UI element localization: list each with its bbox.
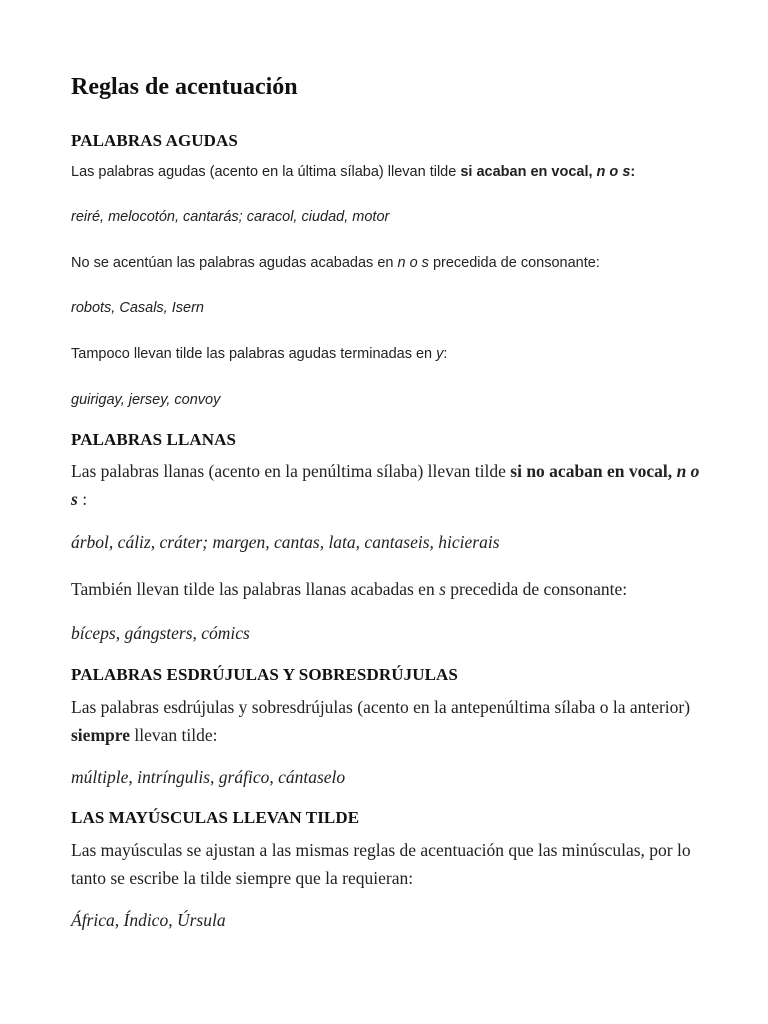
exception-agudas-2-end: :	[443, 346, 448, 362]
rule-llanas	[71, 457, 701, 513]
rule-llanas-bold-italic: n o s	[71, 461, 700, 509]
example-agudas-1: reiré, melocotón, cantarás; caracol, ciudad, motor	[71, 209, 390, 225]
example-agudas-3: guirigay, jersey, convoy	[71, 392, 221, 408]
heading-esdrujulas: PALABRAS ESDRÚJULAS Y SOBRESDRÚJULAS	[71, 665, 458, 684]
exception-agudas-1-text: No se acentúan las palabras agudas acabadas en	[71, 255, 398, 271]
example-llanas-2: bíceps, gángsters, cómics	[71, 623, 250, 643]
extra-llanas-italic: s	[439, 579, 446, 599]
extra-llanas	[71, 575, 701, 603]
page-title: Reglas de acentuación	[71, 74, 298, 100]
heading-llanas: PALABRAS LLANAS	[71, 430, 237, 449]
exception-agudas-1-italic: n o s	[397, 255, 429, 271]
rule-agudas-end: :	[630, 164, 636, 180]
exception-agudas-2-italic: y	[436, 346, 444, 362]
rule-esdrujulas-bold: siempre	[71, 725, 130, 745]
rule-llanas-text: Las palabras llanas (acento en la penúltima sílaba) llevan tilde	[71, 461, 511, 481]
heading-mayusculas: LAS MAYÚSCULAS LLEVAN TILDE	[71, 808, 360, 827]
rule-esdrujulas-end: llevan tilde:	[129, 725, 218, 745]
heading-agudas: PALABRAS AGUDAS	[71, 131, 238, 150]
rule-llanas-end: :	[77, 489, 88, 509]
rule-esdrujulas-text: Las palabras esdrújulas y sobresdrújulas (acento en la antepenúltima sílaba o la anterior)	[71, 697, 691, 717]
rule-esdrujulas	[71, 693, 701, 749]
exception-agudas-2-text: Tampoco llevan tilde las palabras agudas terminadas en	[71, 346, 437, 362]
exception-agudas-1	[71, 255, 600, 271]
example-mayusculas: África, Índico, Úrsula	[71, 910, 226, 930]
rule-agudas-bold: si acaban en vocal,	[460, 164, 597, 180]
extra-llanas-end: precedida de consonante:	[445, 579, 628, 599]
rule-agudas-bold-italic: n o s	[596, 164, 631, 180]
rule-agudas	[71, 164, 635, 180]
exception-agudas-1-end: precedida de consonante:	[428, 255, 600, 271]
example-esdrujulas: múltiple, intríngulis, gráfico, cántaselo	[71, 767, 346, 787]
extra-llanas-text: También llevan tilde las palabras llanas acabadas en	[71, 579, 440, 599]
exception-agudas-2	[71, 346, 447, 362]
rule-mayusculas: Las mayúsculas se ajustan a las mismas reglas de acentuación que las minúsculas, por lo tanto se escribe la tilde siempre que la requieran:	[71, 840, 691, 888]
example-agudas-2: robots, Casals, Isern	[71, 300, 204, 316]
rule-llanas-bold: si no acaban en vocal,	[510, 461, 677, 481]
rule-agudas-text: Las palabras agudas (acento en la última sílaba) llevan tilde	[71, 164, 461, 180]
example-llanas-1: árbol, cáliz, cráter; margen, cantas, lata, cantaseis, hicierais	[71, 532, 500, 552]
